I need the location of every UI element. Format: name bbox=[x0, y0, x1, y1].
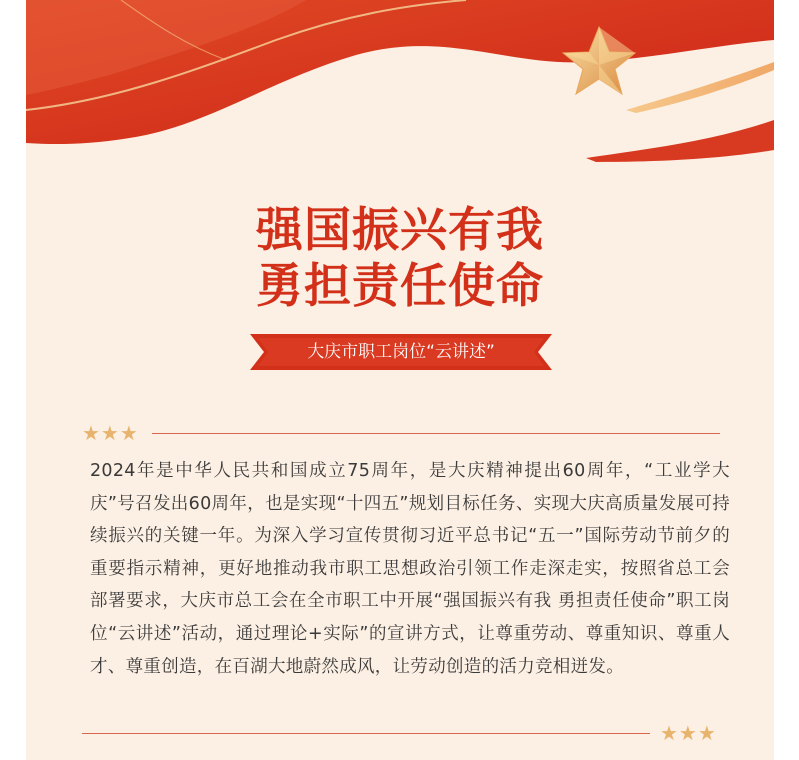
red-flag-banner bbox=[26, 0, 774, 170]
stars-decoration-bottom: ★★★ bbox=[660, 721, 717, 745]
title-line-1: 强国振兴有我 bbox=[256, 203, 544, 258]
body-paragraph: 2024年是中华人民共和国成立75周年，是大庆精神提出60周年，“工业学大庆”号召发出60周年，也是实现“十四五”规划目标任务、实现大庆高质量发展可持续振兴的关键一年。为深入学习宣传贯彻习近平总书记“五一”国际劳动节前夕的重要指示精神，更好地推动我市职工思想政治引领工作走深走实，按照省总工会部署要求，大庆市总工会在全市职工中开展“强国振兴有我 勇担责任使命”职工岗位“云讲述”活动，通过理论+实际”的宣讲方式，让尊重劳动、尊重知识、尊重人才、尊重创造，在百湖大地蔚然成风，让劳动创造的活力竞相迸发。 bbox=[90, 461, 730, 677]
subtitle-ribbon bbox=[250, 334, 552, 370]
stars-decoration-top: ★★★ bbox=[82, 421, 139, 445]
title-line-2: 勇担责任使命 bbox=[256, 259, 544, 314]
bottom-divider bbox=[82, 733, 650, 734]
title-block bbox=[26, 203, 774, 315]
poster bbox=[26, 0, 774, 760]
top-divider bbox=[152, 433, 720, 434]
subtitle-text: 大庆市职工岗位“云讲述” bbox=[307, 342, 495, 362]
